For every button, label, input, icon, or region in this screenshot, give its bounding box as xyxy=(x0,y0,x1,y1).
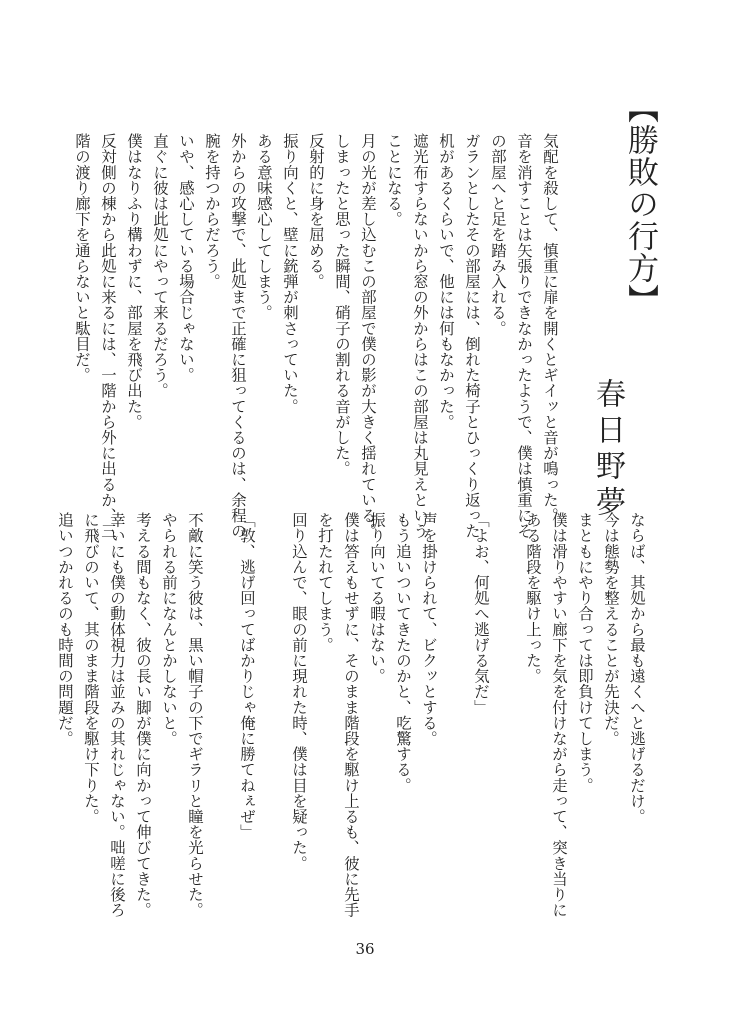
text-line: 今は態勢を整えることが先決だ。 xyxy=(602,512,620,746)
text-line: に飛びのいて、其のまま階段を駆け下りた。 xyxy=(82,512,100,824)
text-line: ある階段を駆け上った。 xyxy=(524,512,542,684)
text-line: 振り向くと、壁に銃弾が刺さっていた。 xyxy=(281,133,299,414)
text-line: ある意味感心してしまう。 xyxy=(255,133,273,321)
text-line: しまったと思った瞬間、硝子の割れる音がした。 xyxy=(333,133,351,477)
text-line: 僕は答えもせずに、そのまま階段を駆け上るも、彼に先手 xyxy=(342,512,360,918)
text-line: 腕を持つからだろう。 xyxy=(203,133,221,289)
text-line: 気配を殺して、慎重に扉を開くとギイッと音が鳴った。 xyxy=(541,133,559,523)
text-line: 幸いにも僕の動体視力は並みの其れじゃない。咄嗟に後ろ xyxy=(108,512,126,918)
dialogue-line: 「よお、何処へ逃げる気だ」 xyxy=(472,512,490,715)
text-line: ならば、其処から最も遠くへと逃げるだけ。 xyxy=(628,512,646,824)
text-line: 遮光布すらないから窓の外からはこの部屋は丸見えという xyxy=(411,133,429,539)
text-line: を打たれてしまう。 xyxy=(316,512,334,653)
text-line: 反対側の棟から此処に来るには、一階から外に出るか、三 xyxy=(99,133,117,539)
text-line: 回り込んで、眼の前に現れた時、僕は目を疑った。 xyxy=(290,512,308,871)
lower-text-block xyxy=(52,512,650,918)
text-line: 音を消すことは矢張りできなかったようで、僕は慎重にそ xyxy=(515,133,533,539)
text-line: まともにやり合っては即負けてしまう。 xyxy=(576,512,594,793)
text-line: 考える間もなく、彼の長い脚が僕に向かって伸びてきた。 xyxy=(134,512,152,918)
text-line: やられる前になんとかしないと。 xyxy=(160,512,178,746)
text-line: 月の光が差し込むこの部屋で僕の影が大きく揺れている。 xyxy=(359,133,377,539)
text-line: 階の渡り廊下を通らないと駄目だ。 xyxy=(73,133,91,383)
text-line: もう追いついてきたのかと、吃驚する。 xyxy=(394,512,412,793)
text-line: 僕は滑りやすい廊下を気を付けながら走って、突き当りに xyxy=(550,512,568,918)
dialogue-line: 「敦、逃げ回ってばかりじゃ俺に勝てねぇぜ」 xyxy=(238,512,256,840)
text-line: 机があるくらいで、他には何もなかった。 xyxy=(437,133,455,430)
text-line: 反射的に身を屈める。 xyxy=(307,133,325,289)
author-name: 春日野夢 xyxy=(590,378,625,522)
text-line: ことになる。 xyxy=(385,133,403,227)
upper-text-block xyxy=(69,133,563,539)
chapter-title: 【勝敗の行方】 xyxy=(622,92,658,316)
text-line: ガランとしたその部屋には、倒れた椅子とひっくり返った xyxy=(463,133,481,539)
text-line: 追いつかれるのも時間の問題だ。 xyxy=(56,512,74,746)
text-line: の部屋へと足を踏み入れる。 xyxy=(489,133,507,336)
text-line: 直ぐに彼は此処にやって来るだろう。 xyxy=(151,133,169,399)
text-line: 外からの攻撃で、此処まで正確に狙ってくるのは、余程の xyxy=(229,133,247,539)
text-line: 不敵に笑う彼は、黒い帽子の下でギラリと瞳を光らせた。 xyxy=(186,512,204,918)
text-line: 僕はなりふり構わずに、部屋を飛び出た。 xyxy=(125,133,143,430)
text-line: 声を掛けられて、ビクッとする。 xyxy=(420,512,438,746)
text-line: いや、感心している場合じゃない。 xyxy=(177,133,195,383)
page-number: 36 xyxy=(355,940,375,958)
text-line: 振り向いてる暇はない。 xyxy=(368,512,386,684)
